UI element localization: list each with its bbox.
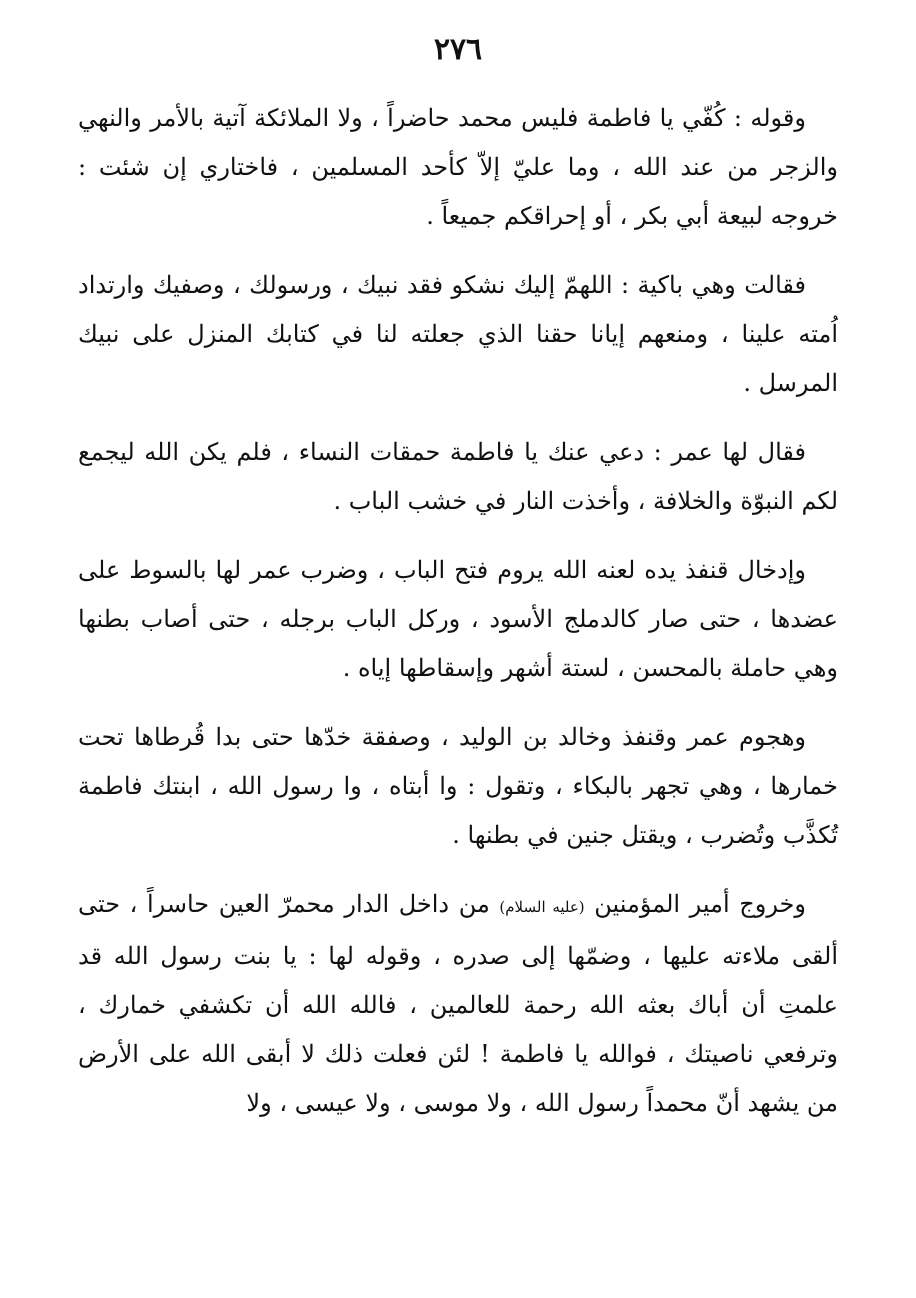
paragraph-5: وهجوم عمر وقنفذ وخالد بن الوليد ، وصفقة خدّها حتى بدا قُرطاها تحت خمارها ، وهي تجهر بالبكاء ، وتقول : وا أبتاه ، وا رسول الله ، ابنتك فاطمة تُكذَّب وتُضرب ، ويقتل جنين في بطنها . [78,723,838,849]
honorific-note: (عليه السلام) [499,898,585,916]
body-text [78,94,838,1148]
paragraph-1: وقوله : كُفّي يا فاطمة فليس محمد حاضراً ، ولا الملائكة آتية بالأمر والنهي والزجر من عند الله ، وما عليّ إلاّ كأحد المسلمين ، فاختاري إن شئت : خروجه لبيعة أبي بكر ، أو إحراقكم جميعاً . [78,104,839,230]
paragraph-4: وإدخال قنفذ يده لعنه الله يروم فتح الباب ، وضرب عمر لها بالسوط على عضدها ، حتى صار كالدملج الأسود ، وركل الباب برجله ، حتى أصاب بطنها وهي حاملة بالمحسن ، لستة أشهر وإسقاطها إياه . [78,556,839,682]
paragraph-2: فقالت وهي باكية : اللهمّ إليك نشكو فقد نبيك ، ورسولك ، وصفيك وارتداد اُمته علينا ، ومنعهم إيانا حقنا الذي جعلته لنا في كتابك المنزل على نبيك المرسل . [78,271,838,397]
paragraph-6-text-end: من داخل الدار محمرّ العين حاسراً ، حتى ألقى ملاءته عليها ، وضمّها إلى صدره ، وقوله لها : يا بنت رسول الله قد علمتِ أن أباك بعثه الله رحمة للعالمين ، فالله الله أن تكشفي خمارك ، وترفعي ناصيتك ، فوالله يا فاطمة ! لئن فعلت ذلك لا أبقى الله على الأرض من يشهد أنّ محمداً رسول الله ، ولا موسى ، ولا عيسى ، ولا [78,890,838,1117]
page-number: ٢٧٦ [433,32,483,67]
paragraph-6 [78,880,838,1128]
paragraph-6-text-start: وخروج أمير المؤمنين [594,890,806,918]
paragraph-3: فقال لها عمر : دعي عنك يا فاطمة حمقات النساء ، فلم يكن الله ليجمع لكم النبوّة والخلافة ، وأخذت النار في خشب الباب . [78,438,838,515]
